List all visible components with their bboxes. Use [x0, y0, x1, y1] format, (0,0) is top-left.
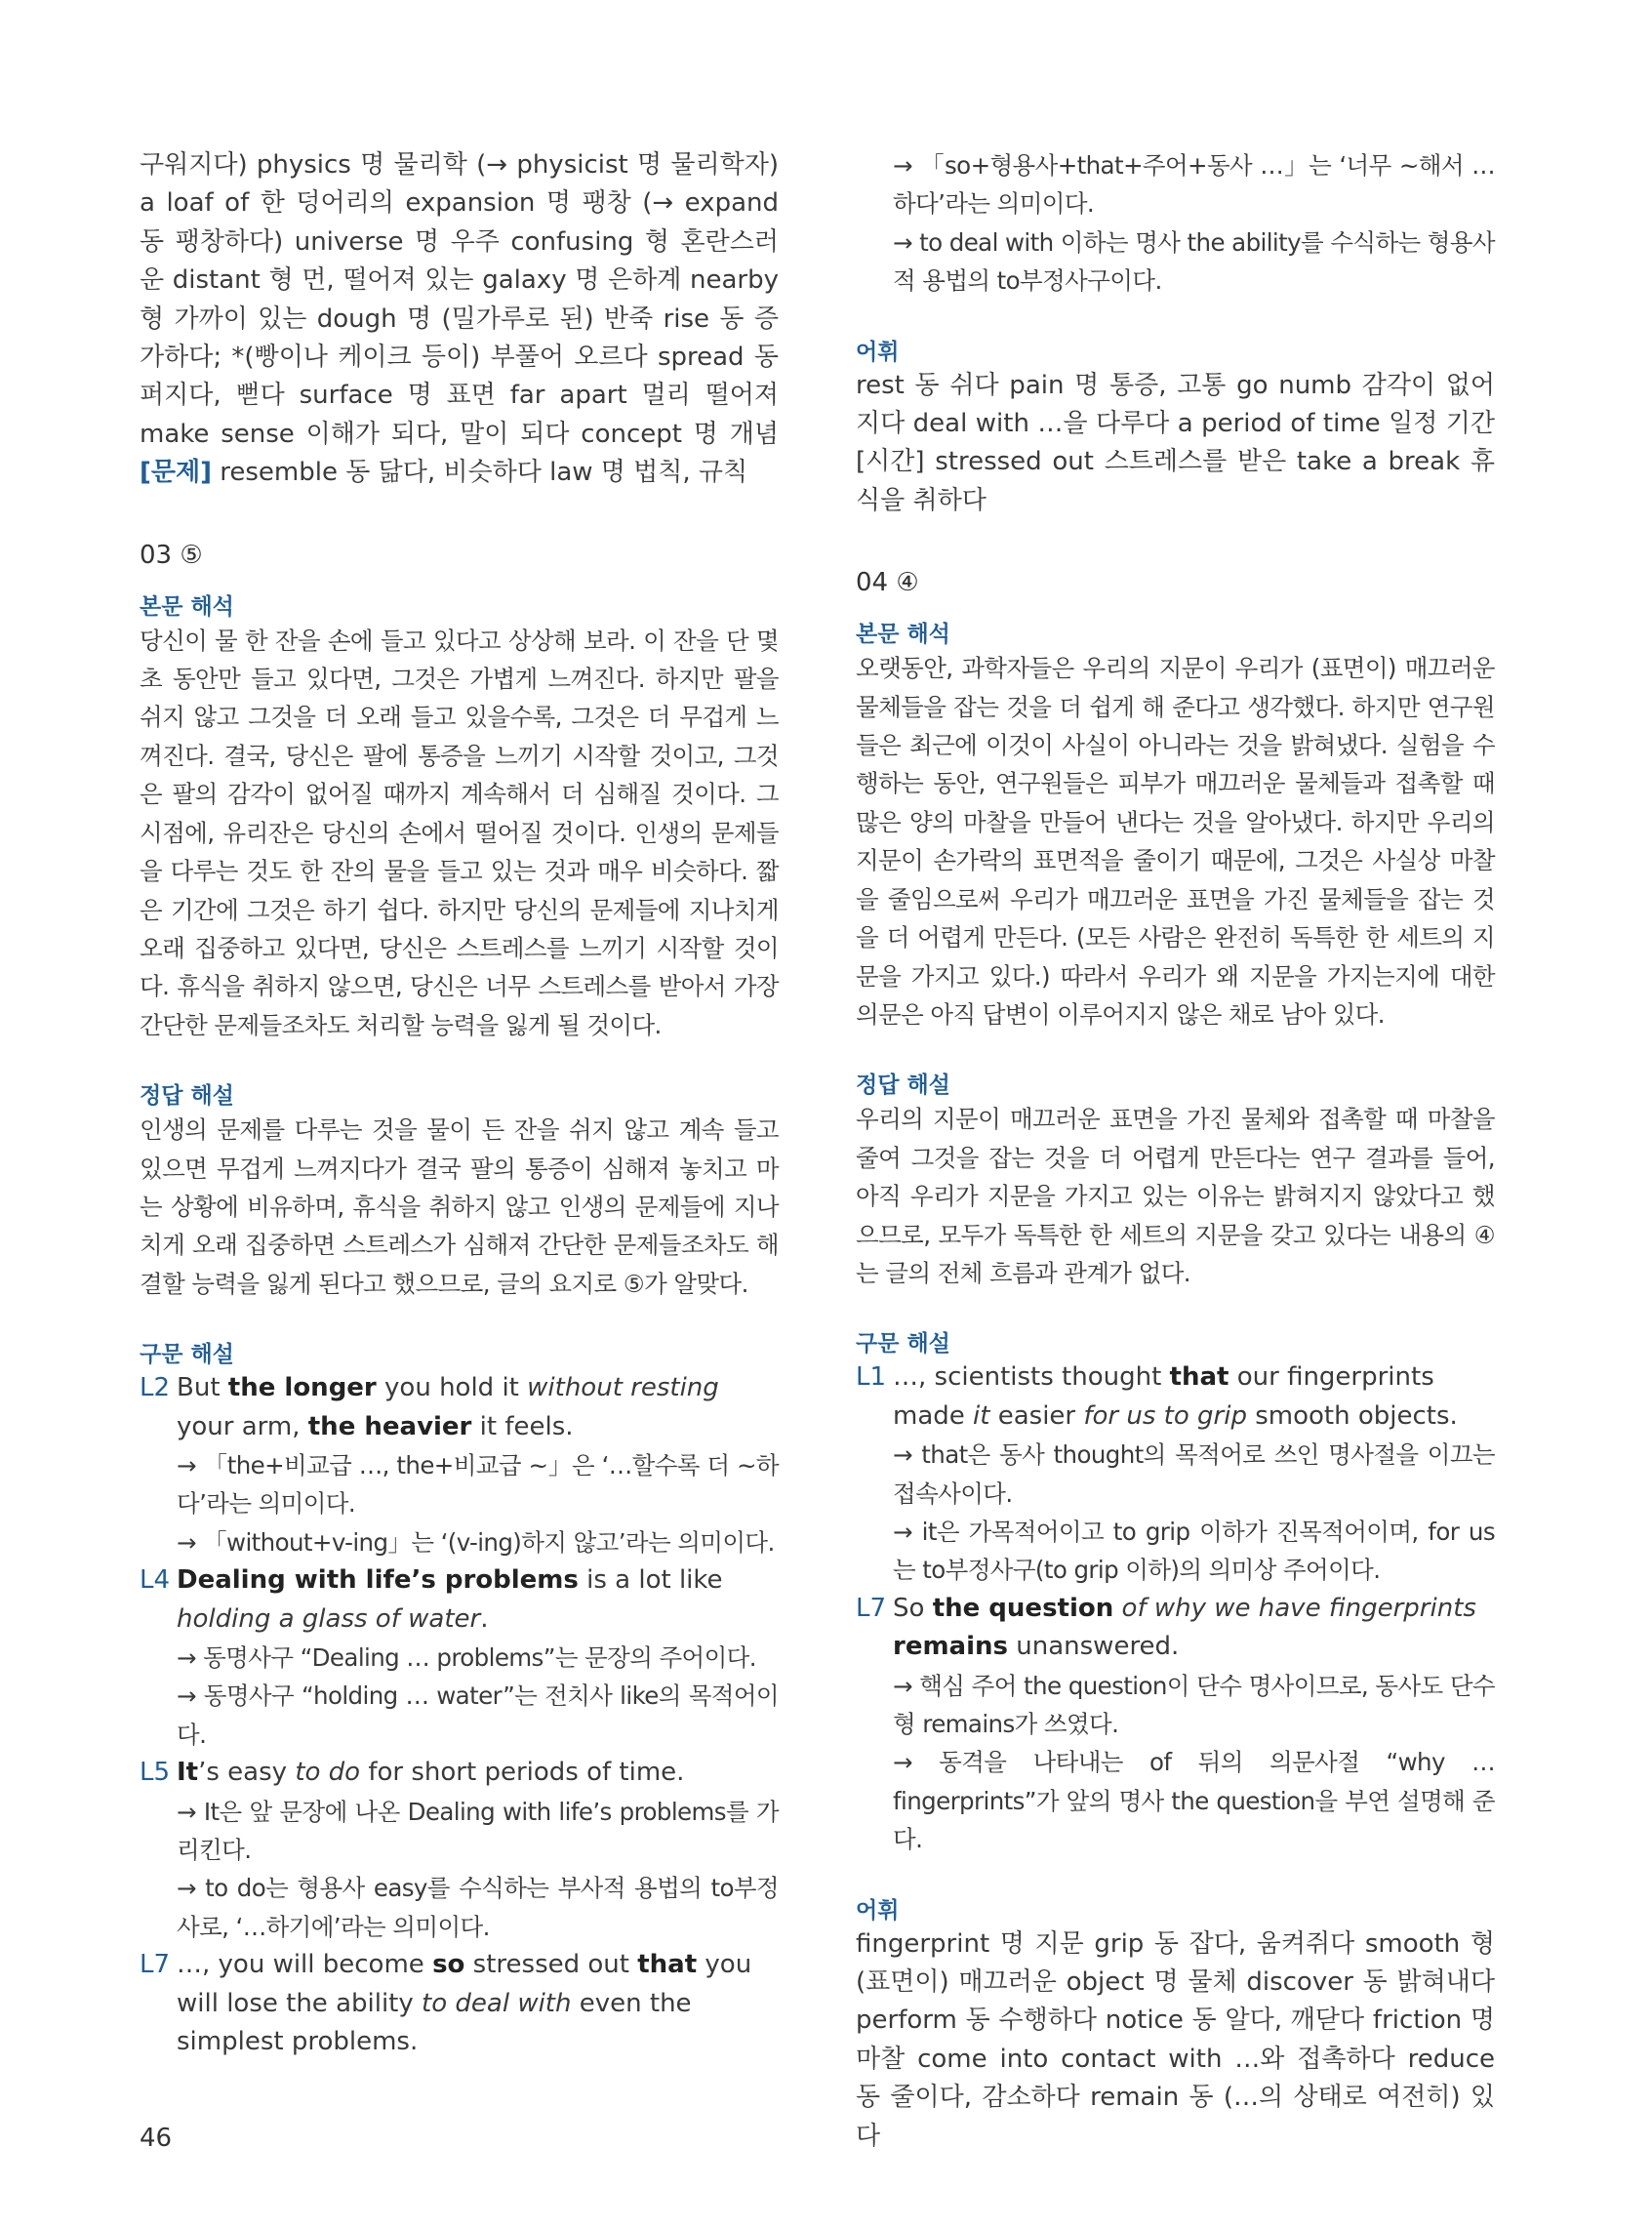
grammar-line-l2: L2 But the longer you hold it without resting your arm, the heavier it feels.	[140, 1369, 779, 1446]
vocab-continued: 구워지다) physics 명 물리학 (→ physicist 명 물리학자) a loaf of 한 덩어리의 expansion 명 팽창 (→ expand 동 팽창하다) universe 명 우주 confusing 형 혼란스러운 distant 형 먼, 떨어져 있는 galaxy 명 은하계 nearby 형 가까이 있는 dough 명 (밀가루로 된) 반죽 rise 동 증가하다; *(빵이나 케이크 등이) 부풀어 오르다 spread 동 퍼지다, 뻗다 surface 명 표면 far apart 멀리 떨어져 make sense 이해가 되다, 말이 되다 concept 명 개념 [문제] resemble 동 닮다, 비슷하다 law 명 법칙, 규칙	[140, 150, 779, 488]
line-number: L2	[140, 1373, 171, 1403]
translation-text: 당신이 물 한 잔을 손에 들고 있다고 상상해 보라. 이 잔을 단 몇 초 동안만 들고 있다면, 그것은 가볍게 느껴진다. 하지만 팔을 쉬지 않고 그것을 더 오래 들고 있을수록, 그것은 더 무겁게 느껴진다. 결국, 당신은 팔에 통증을 느끼기 시작할 것이고, 그것은 팔의 감각이 없어질 때까지 계속해서 더 심해질 것이다. 그 시점에, 유리잔은 당신의 손에서 떨어질 것이다. 인생의 문제들을 다루는 것도 한 잔의 물을 들고 있는 것과 매우 비슷하다. 짧은 기간에 그것은 하기 쉽다. 하지만 당신의 문제들에 지나치게 오래 집중하고 있다면, 당신은 스트레스를 느끼기 시작할 것이다. 휴식을 취하지 않으면, 당신은 너무 스트레스를 받아서 가장 간단한 문제들조차도 처리할 능력을 잃게 될 것이다.	[140, 626, 780, 1039]
translation-label: 본문 해석	[140, 593, 234, 620]
line-number: L4	[140, 1565, 171, 1596]
grammar-note: → 핵심 주어 the question이 단수 명사이므로, 동사도 단수형 remains가 쓰였다.	[893, 1671, 1495, 1738]
page-number: 46	[140, 2124, 173, 2153]
grammar-note: → it은 가목적어이고 to grip 이하가 진목적어이며, for us는 to부정사구(to grip 이하)의 의미상 주어이다.	[893, 1517, 1495, 1585]
line-number: L5	[140, 1758, 171, 1788]
answer-text: 우리의 지문이 매끄러운 표면을 가진 물체와 접촉할 때 마찰을 줄여 그것을 잡는 것을 더 어렵게 만든다는 연구 결과를 들어, 아직 우리가 지문을 가지고 있는 이유는 밝혀지지 않았다고 했으므로, 모두가 독특한 한 세트의 지문을 갖고 있다는 내용의 ④는 글의 전체 흐름과 관계가 없다.	[856, 1105, 1495, 1287]
question-number-03: 03 ⑤	[140, 540, 203, 570]
grammar-note: → that은 동사 thought의 목적어로 쓰인 명사절을 이끄는 접속사이다.	[893, 1440, 1495, 1508]
grammar-note: → 동격을 나타내는 of 뒤의 의문사절 “why … fingerprints”가 앞의 명사 the question을 부연 설명해 준다.	[893, 1748, 1495, 1854]
grammar-line-l5: L5 It’s easy to do for short periods of time.	[140, 1754, 779, 1792]
answer-label: 정답 해설	[856, 1073, 950, 1099]
grammar-note: → 동명사구 “Dealing … problems”는 문장의 주어이다.	[177, 1643, 756, 1672]
vocab-list-03: rest 동 쉬다 pain 명 통증, 고통 go numb 감각이 없어지다 deal with …을 다루다 a period of time 일정 기간[시간] stressed out 스트레스를 받은 take a break 휴식을 취하다	[856, 370, 1495, 515]
translation-text: 오랫동안, 과학자들은 우리의 지문이 우리가 (표면이) 매끄러운 물체들을 잡는 것을 더 쉽게 해 준다고 생각했다. 하지만 연구원들은 최근에 이것이 사실이 아니라는 것을 밝혀냈다. 실험을 수행하는 동안, 연구원들은 피부가 매끄러운 물체들과 접촉할 때 많은 양의 마찰을 만들어 낸다는 것을 알아냈다. 하지만 우리의 지문이 손가락의 표면적을 줄이기 때문에, 그것은 사실상 마찰을 줄임으로써 우리가 매끄러운 표면을 가진 물체들을 잡는 것을 더 어렵게 만든다. (모든 사람은 완전히 독특한 한 세트의 지문을 가지고 있다.) 따라서 우리가 왜 지문을 가지는지에 대한 의문은 아직 답변이 이루어지지 않은 채로 남아 있다.	[856, 654, 1495, 1029]
right-column	[856, 146, 1495, 2156]
left-column	[140, 146, 779, 2061]
problem-tag: [문제]	[140, 458, 212, 488]
answer-text: 인생의 문제를 다루는 것을 물이 든 잔을 쉬지 않고 계속 들고 있으면 무겁게 느껴지다가 결국 팔의 통증이 심해져 놓치고 마는 상황에 비유하며, 휴식을 취하지 않고 인생의 문제들에 지나치게 오래 집중하면 스트레스가 심해져 간단한 문제들조차도 해결할 능력을 잃게 된다고 했으므로, 글의 요지로 ⑤가 알맞다.	[140, 1115, 779, 1298]
vocab-label: 어휘	[856, 1897, 900, 1924]
answer-label: 정답 해설	[140, 1083, 234, 1110]
grammar-note: → to deal with 이하는 명사 the ability를 수식하는 형용사적 용법의 to부정사구이다.	[893, 227, 1495, 296]
grammar-note: → 「the+비교급 …, the+비교급 ~」은 ‘…할수록 더 ~하다’라는 의미이다.	[177, 1450, 779, 1519]
grammar-label: 구문 해설	[140, 1342, 234, 1368]
vocab-list-04: fingerprint 명 지문 grip 동 잡다, 움켜쥐다 smooth 형 (표면이) 매끄러운 object 명 물체 discover 동 밝혀내다 perform 동 수행하다 notice 동 알다, 깨닫다 friction 명 마찰 come into contact with …와 접촉하다 reduce 동 줄이다, 감소하다 remain 동 (…의 상태로 여전히) 있다	[856, 1928, 1495, 2151]
grammar-note: → to do는 형용사 easy를 수식하는 부사적 용법의 to부정사로, ‘…하기에’라는 의미이다.	[177, 1874, 779, 1941]
line-number: L1	[856, 1362, 887, 1393]
grammar-note: → 「without+v-ing」는 ‘(v-ing)하지 않고’라는 의미이다.	[177, 1527, 775, 1557]
line-number: L7	[140, 1950, 171, 1980]
grammar-note: → 동명사구 “holding … water”는 전치사 like의 목적어이다.	[177, 1682, 779, 1749]
grammar-note: → 「so+형용사+that+주어+동사 …」는 ‘너무 ~해서 …하다’라는 의미이다.	[893, 151, 1495, 219]
vocab-label: 어휘	[856, 339, 900, 365]
grammar-label: 구문 해설	[856, 1331, 950, 1358]
grammar-note: → It은 앞 문장에 나온 Dealing with life’s problems를 가리킨다.	[177, 1797, 779, 1865]
translation-label: 본문 해석	[856, 622, 950, 648]
grammar-line-l7: L7 So the question of why we have fingerprints remains unanswered.	[856, 1590, 1495, 1667]
grammar-line-l7: L7 …, you will become so stressed out that you will lose the ability to deal with even the simplest problems.	[140, 1946, 779, 2061]
grammar-line-l4: L4 Dealing with life’s problems is a lot like holding a glass of water.	[140, 1561, 779, 1639]
line-number: L7	[856, 1593, 887, 1623]
question-number-04: 04 ④	[856, 568, 919, 598]
grammar-line-l1: L1 …, scientists thought that our fingerprints made it easier for us to grip smooth objects.	[856, 1358, 1495, 1436]
